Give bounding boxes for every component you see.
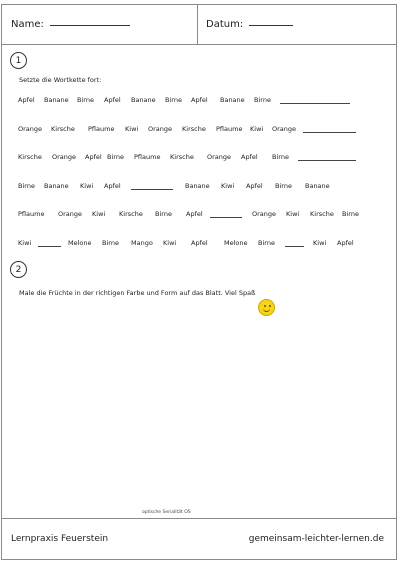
chain-word: Apfel xyxy=(191,239,208,247)
chain-word: Apfel xyxy=(85,153,102,161)
chain-word: Mango xyxy=(131,239,153,247)
chain-word: Orange xyxy=(207,153,232,161)
answer-blank[interactable] xyxy=(280,103,350,104)
name-blank-line[interactable] xyxy=(50,24,130,26)
chain-word: Birne xyxy=(77,96,94,104)
chain-word: Apfel xyxy=(104,96,121,104)
answer-blank[interactable] xyxy=(131,189,173,190)
chain-word: Banane xyxy=(131,96,156,104)
chain-word: Birne xyxy=(165,96,182,104)
answer-blank[interactable] xyxy=(210,217,242,218)
chain-word: Orange xyxy=(18,125,43,133)
credit-note: optische Serialität OS xyxy=(142,510,191,515)
chain-word: Apfel xyxy=(246,182,263,190)
chain-word: Birne xyxy=(18,182,35,190)
chain-word: Melone xyxy=(224,239,248,247)
chain-word: Kirsche xyxy=(18,153,42,161)
chain-word: Birne xyxy=(107,153,124,161)
chain-word: Banane xyxy=(220,96,245,104)
chain-word: Pflaume xyxy=(18,210,45,218)
chain-word: Kiwi xyxy=(163,239,177,247)
chain-word: Kiwi xyxy=(313,239,327,247)
chain-word: Pflaume xyxy=(216,125,243,133)
name-label: Name: xyxy=(11,19,44,30)
chain-word: Orange xyxy=(252,210,277,218)
chain-word: Orange xyxy=(58,210,83,218)
chain-word: Birne xyxy=(342,210,359,218)
chain-word: Kiwi xyxy=(250,125,264,133)
worksheet-frame xyxy=(1,4,397,560)
chain-word: Birne xyxy=(272,153,289,161)
date-label: Datum: xyxy=(206,19,244,30)
chain-word: Birne xyxy=(102,239,119,247)
chain-word: Birne xyxy=(155,210,172,218)
chain-word: Kirsche xyxy=(182,125,206,133)
chain-word: Apfel xyxy=(241,153,258,161)
chain-word: Birne xyxy=(258,239,275,247)
chain-word: Orange xyxy=(148,125,173,133)
task-2-instruction: Male die Früchte in der richtigen Farbe und Form auf das Blatt. Viel Spaß xyxy=(19,289,256,297)
task-1-instruction: Setzte die Wortkette fort: xyxy=(19,76,102,84)
chain-word: Melone xyxy=(68,239,92,247)
footer xyxy=(2,518,396,559)
chain-word: Kiwi xyxy=(286,210,300,218)
chain-word: Kiwi xyxy=(18,239,32,247)
answer-blank[interactable] xyxy=(303,132,356,133)
chain-word: Apfel xyxy=(337,239,354,247)
answer-blank[interactable] xyxy=(298,160,356,161)
date-blank-line[interactable] xyxy=(249,24,293,26)
chain-word: Banane xyxy=(305,182,330,190)
task-2-number: 2 xyxy=(10,261,27,278)
name-field[interactable] xyxy=(2,5,198,45)
chain-word: Banane xyxy=(185,182,210,190)
chain-word: Apfel xyxy=(18,96,35,104)
chain-word: Kirsche xyxy=(170,153,194,161)
chain-word: Kiwi xyxy=(92,210,106,218)
chain-word: Pflaume xyxy=(134,153,161,161)
chain-word: Pflaume xyxy=(88,125,115,133)
chain-word: Kiwi xyxy=(221,182,235,190)
chain-word: Birne xyxy=(254,96,271,104)
chain-word: Banane xyxy=(44,182,69,190)
answer-blank[interactable] xyxy=(38,246,61,247)
chain-word: Orange xyxy=(52,153,77,161)
chain-word: Kirsche xyxy=(119,210,143,218)
footer-publisher: Lernpraxis Feuerstein xyxy=(11,534,109,544)
answer-blank[interactable] xyxy=(285,246,304,247)
chain-word: Kiwi xyxy=(80,182,94,190)
chain-word: Kirsche xyxy=(51,125,75,133)
chain-word: Kirsche xyxy=(310,210,334,218)
date-field[interactable] xyxy=(198,5,396,45)
chain-word: Apfel xyxy=(191,96,208,104)
chain-word: Apfel xyxy=(104,182,121,190)
smiley-face-icon xyxy=(258,299,275,316)
chain-word: Kiwi xyxy=(125,125,139,133)
chain-word: Apfel xyxy=(186,210,203,218)
chain-word: Banane xyxy=(44,96,69,104)
task-1-number: 1 xyxy=(10,52,27,69)
chain-word: Birne xyxy=(275,182,292,190)
chain-word: Orange xyxy=(272,125,297,133)
footer-website: gemeinsam-leichter-lernen.de xyxy=(248,534,384,544)
smiley-mouth xyxy=(263,307,270,312)
